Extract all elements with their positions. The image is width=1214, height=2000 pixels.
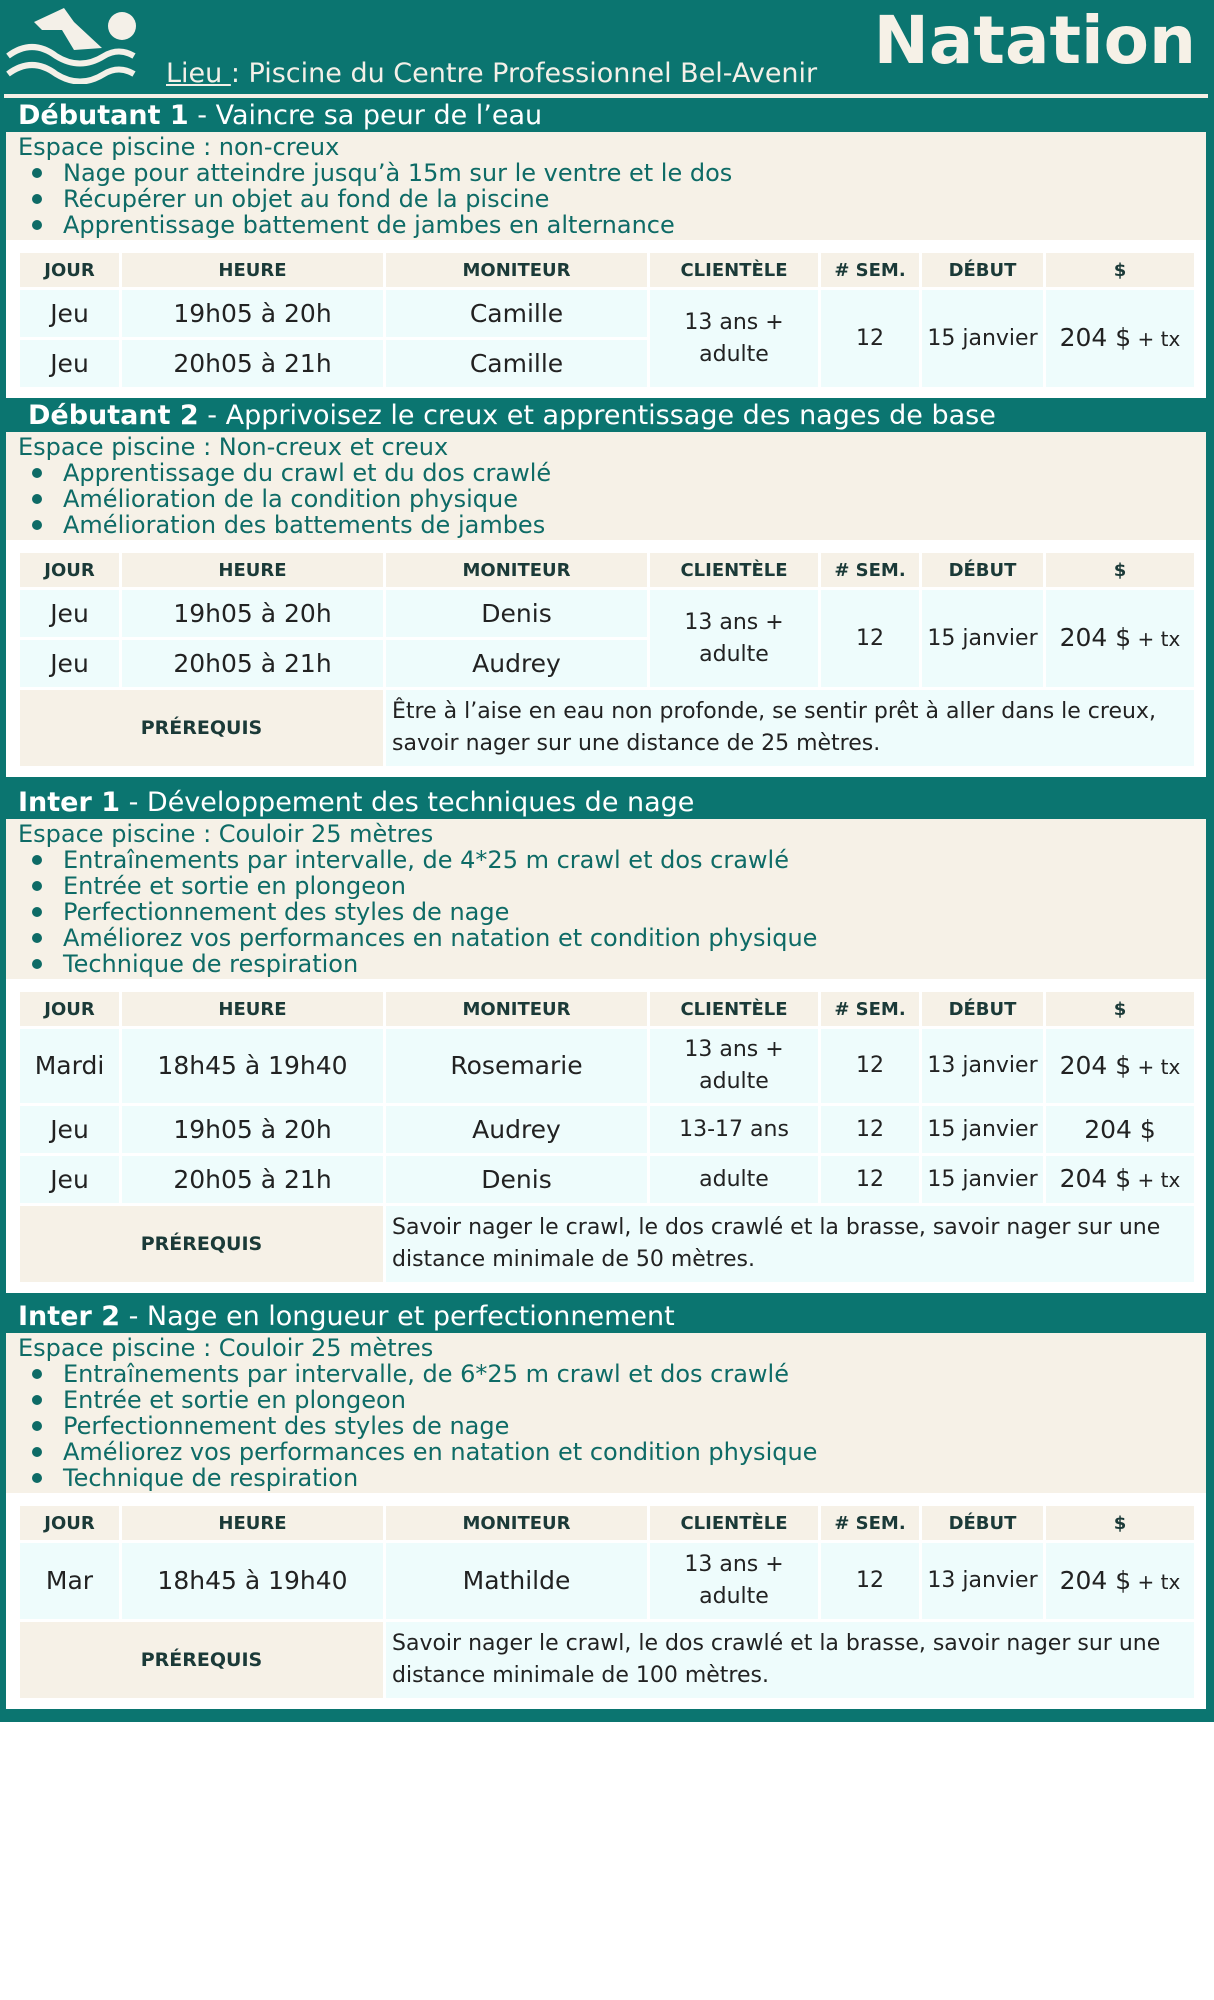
col-price: $ [1046, 553, 1194, 587]
objectives-list [18, 847, 1206, 977]
bullet-icon [32, 220, 42, 230]
list-item: Entraînements par intervalle, de 6*25 m crawl et dos crawlé [18, 1361, 1206, 1387]
price-cell: 204 $ [1046, 1106, 1194, 1153]
heure-cell: 20h05 à 21h [122, 640, 383, 687]
table-row [20, 1029, 1194, 1103]
col-moniteur: MONITEUR [386, 553, 647, 587]
course-level: Inter 2 [18, 1301, 120, 1332]
objectives-list [18, 1361, 1206, 1491]
bullet-icon [32, 1447, 42, 1457]
col-jour: JOUR [20, 992, 119, 1026]
debut-cell: 15 janvier [922, 1106, 1043, 1153]
bullet-icon [32, 1395, 42, 1405]
bullet-icon [32, 168, 42, 178]
course-info [6, 432, 1206, 540]
col-jour: JOUR [20, 553, 119, 587]
col-jour: JOUR [20, 1506, 119, 1540]
clientele-cell: 13 ans + adulte [650, 1543, 818, 1619]
bullet-icon [32, 1421, 42, 1431]
col-price: $ [1046, 1506, 1194, 1540]
sem-cell: 12 [821, 290, 919, 387]
bullet-icon [32, 1473, 42, 1483]
col-jour: JOUR [20, 253, 119, 287]
col-moniteur: MONITEUR [386, 1506, 647, 1540]
col-clientele: CLIENTÈLE [650, 992, 818, 1026]
heure-cell: 19h05 à 20h [122, 1106, 383, 1153]
schedule-table-wrap [6, 1493, 1206, 1709]
col-moniteur: MONITEUR [386, 253, 647, 287]
jour-cell: Mardi [20, 1029, 119, 1103]
list-item: Améliorez vos performances en natation et condition physique [18, 1439, 1206, 1465]
jour-cell: Mar [20, 1543, 119, 1619]
col-heure: HEURE [122, 992, 383, 1026]
col-clientele: CLIENTÈLE [650, 1506, 818, 1540]
prereq-text: Savoir nager le crawl, le dos crawlé et la brasse, savoir nager sur une distance minimale de 100 mètres. [386, 1622, 1194, 1698]
pool-space: Espace piscine : Non-creux et creux [18, 433, 449, 461]
prereq-row [20, 690, 1194, 766]
prereq-text: Être à l’aise en eau non profonde, se sentir prêt à aller dans le creux, savoir nager sur une distance de 25 mètres. [386, 690, 1194, 766]
clientele-cell: adulte [650, 1156, 818, 1203]
course-section-debutant-1 [6, 100, 1206, 398]
section-heading [6, 787, 1206, 819]
col-sem: # SEM. [821, 553, 919, 587]
clientele-cell: 13-17 ans [650, 1106, 818, 1153]
heure-cell: 19h05 à 20h [122, 290, 383, 337]
bullet-icon [32, 194, 42, 204]
sem-cell: 12 [821, 1543, 919, 1619]
course-subtitle: - Développement des techniques de nage [120, 787, 695, 818]
moniteur-cell: Camille [386, 290, 647, 337]
col-clientele: CLIENTÈLE [650, 553, 818, 587]
clientele-cell: 13 ans + adulte [650, 290, 818, 387]
price-cell: 204 $ + tx [1046, 1156, 1194, 1203]
objectives-list [18, 160, 1206, 238]
course-section-inter-1 [6, 787, 1206, 1293]
col-moniteur: MONITEUR [386, 992, 647, 1026]
col-heure: HEURE [122, 553, 383, 587]
bullet-icon [32, 1369, 42, 1379]
list-item: Récupérer un objet au fond de la piscine [18, 186, 1206, 212]
header-divider [4, 94, 1208, 98]
course-level: Débutant 1 [18, 100, 189, 131]
list-item: Entrée et sortie en plongeon [18, 873, 1206, 899]
debut-cell: 15 janvier [922, 590, 1043, 687]
bullet-icon [32, 468, 42, 478]
col-price: $ [1046, 253, 1194, 287]
prereq-text: Savoir nager le crawl, le dos crawlé et la brasse, savoir nager sur une distance minimale de 50 mètres. [386, 1206, 1194, 1282]
schedule-table-wrap [6, 240, 1206, 398]
debut-cell: 15 janvier [922, 290, 1043, 387]
schedule-table [17, 1503, 1197, 1701]
sem-cell: 12 [821, 1106, 919, 1153]
page-title: Natation [873, 2, 1196, 79]
course-section-debutant-2 [6, 400, 1206, 777]
col-heure: HEURE [122, 1506, 383, 1540]
schedule-table [17, 250, 1197, 390]
heure-cell: 18h45 à 19h40 [122, 1029, 383, 1103]
list-item: Amélioration de la condition physique [18, 486, 1206, 512]
price-cell: 204 $ + tx [1046, 290, 1194, 387]
schedule-table [17, 989, 1197, 1285]
debut-cell: 13 janvier [922, 1029, 1043, 1103]
course-info [6, 1333, 1206, 1493]
course-section-inter-2 [6, 1301, 1206, 1709]
moniteur-cell: Audrey [386, 640, 647, 687]
list-item: Perfectionnement des styles de nage [18, 899, 1206, 925]
location-value: : Piscine du Centre Professionnel Bel-Avenir [230, 58, 818, 89]
col-debut: DÉBUT [922, 1506, 1043, 1540]
heure-cell: 20h05 à 21h [122, 1156, 383, 1203]
course-subtitle: - Nage en longueur et perfectionnement [120, 1301, 675, 1332]
list-item: Nage pour atteindre jusqu’à 15m sur le ventre et le dos [18, 160, 1206, 186]
list-item: Amélioration des battements de jambes [18, 512, 1206, 538]
list-item: Apprentissage du crawl et du dos crawlé [18, 460, 1206, 486]
schedule-table [17, 550, 1197, 769]
course-info [6, 132, 1206, 240]
moniteur-cell: Audrey [386, 1106, 647, 1153]
moniteur-cell: Denis [386, 1156, 647, 1203]
bullet-icon [32, 520, 42, 530]
prereq-label: PRÉREQUIS [20, 1206, 383, 1282]
jour-cell: Jeu [20, 1156, 119, 1203]
jour-cell: Jeu [20, 590, 119, 637]
bullet-icon [32, 855, 42, 865]
bullet-icon [32, 959, 42, 969]
course-subtitle: - Apprivoisez le creux et apprentissage des nages de base [198, 400, 996, 431]
bullet-icon [32, 494, 42, 504]
table-row [20, 1543, 1194, 1619]
pool-space: Espace piscine : Couloir 25 mètres [18, 820, 434, 848]
price-cell: 204 $ + tx [1046, 1543, 1194, 1619]
table-header-row [20, 253, 1194, 287]
bullet-icon [32, 907, 42, 917]
table-row [20, 590, 1194, 637]
table-header-row [20, 553, 1194, 587]
table-row [20, 290, 1194, 337]
heure-cell: 18h45 à 19h40 [122, 1543, 383, 1619]
table-header-row [20, 992, 1194, 1026]
list-item: Technique de respiration [18, 951, 1206, 977]
clientele-cell: 13 ans + adulte [650, 1029, 818, 1103]
col-clientele: CLIENTÈLE [650, 253, 818, 287]
list-item: Technique de respiration [18, 1465, 1206, 1491]
prereq-row [20, 1622, 1194, 1698]
prereq-row [20, 1206, 1194, 1282]
list-item: Améliorez vos performances en natation et condition physique [18, 925, 1206, 951]
list-item: Perfectionnement des styles de nage [18, 1413, 1206, 1439]
col-sem: # SEM. [821, 992, 919, 1026]
section-heading [6, 100, 1206, 132]
list-item: Entrée et sortie en plongeon [18, 1387, 1206, 1413]
prereq-label: PRÉREQUIS [20, 690, 383, 766]
jour-cell: Jeu [20, 1106, 119, 1153]
prereq-label: PRÉREQUIS [20, 1622, 383, 1698]
pool-space: Espace piscine : Couloir 25 mètres [18, 1334, 434, 1362]
schedule-table-wrap [6, 540, 1206, 777]
location [166, 58, 817, 89]
bullet-icon [32, 881, 42, 891]
price-cell: 204 $ + tx [1046, 1029, 1194, 1103]
col-sem: # SEM. [821, 253, 919, 287]
course-subtitle: - Vaincre sa peur de l’eau [188, 100, 543, 131]
table-row [20, 1156, 1194, 1203]
section-heading [6, 1301, 1206, 1333]
col-debut: DÉBUT [922, 553, 1043, 587]
pool-space: Espace piscine : non-creux [18, 133, 340, 161]
objectives-list [18, 460, 1206, 538]
col-sem: # SEM. [821, 1506, 919, 1540]
debut-cell: 15 janvier [922, 1156, 1043, 1203]
sem-cell: 12 [821, 1156, 919, 1203]
col-debut: DÉBUT [922, 992, 1043, 1026]
swimmer-icon [4, 0, 138, 84]
moniteur-cell: Denis [386, 590, 647, 637]
heure-cell: 19h05 à 20h [122, 590, 383, 637]
jour-cell: Jeu [20, 290, 119, 337]
schedule-table-wrap [6, 979, 1206, 1293]
jour-cell: Jeu [20, 340, 119, 387]
course-info [6, 819, 1206, 979]
list-item: Apprentissage battement de jambes en alternance [18, 212, 1206, 238]
col-heure: HEURE [122, 253, 383, 287]
price-cell: 204 $ + tx [1046, 590, 1194, 687]
course-level: Inter 1 [18, 787, 120, 818]
col-price: $ [1046, 992, 1194, 1026]
sem-cell: 12 [821, 1029, 919, 1103]
header [0, 0, 1214, 100]
moniteur-cell: Mathilde [386, 1543, 647, 1619]
heure-cell: 20h05 à 21h [122, 340, 383, 387]
jour-cell: Jeu [20, 640, 119, 687]
table-row [20, 1106, 1194, 1153]
section-heading [6, 400, 1206, 432]
table-header-row [20, 1506, 1194, 1540]
col-debut: DÉBUT [922, 253, 1043, 287]
moniteur-cell: Rosemarie [386, 1029, 647, 1103]
clientele-cell: 13 ans + adulte [650, 590, 818, 687]
debut-cell: 13 janvier [922, 1543, 1043, 1619]
sem-cell: 12 [821, 590, 919, 687]
moniteur-cell: Camille [386, 340, 647, 387]
bullet-icon [32, 933, 42, 943]
location-label: Lieu [166, 58, 231, 89]
list-item: Entraînements par intervalle, de 4*25 m crawl et dos crawlé [18, 847, 1206, 873]
course-level: Débutant 2 [28, 400, 199, 431]
